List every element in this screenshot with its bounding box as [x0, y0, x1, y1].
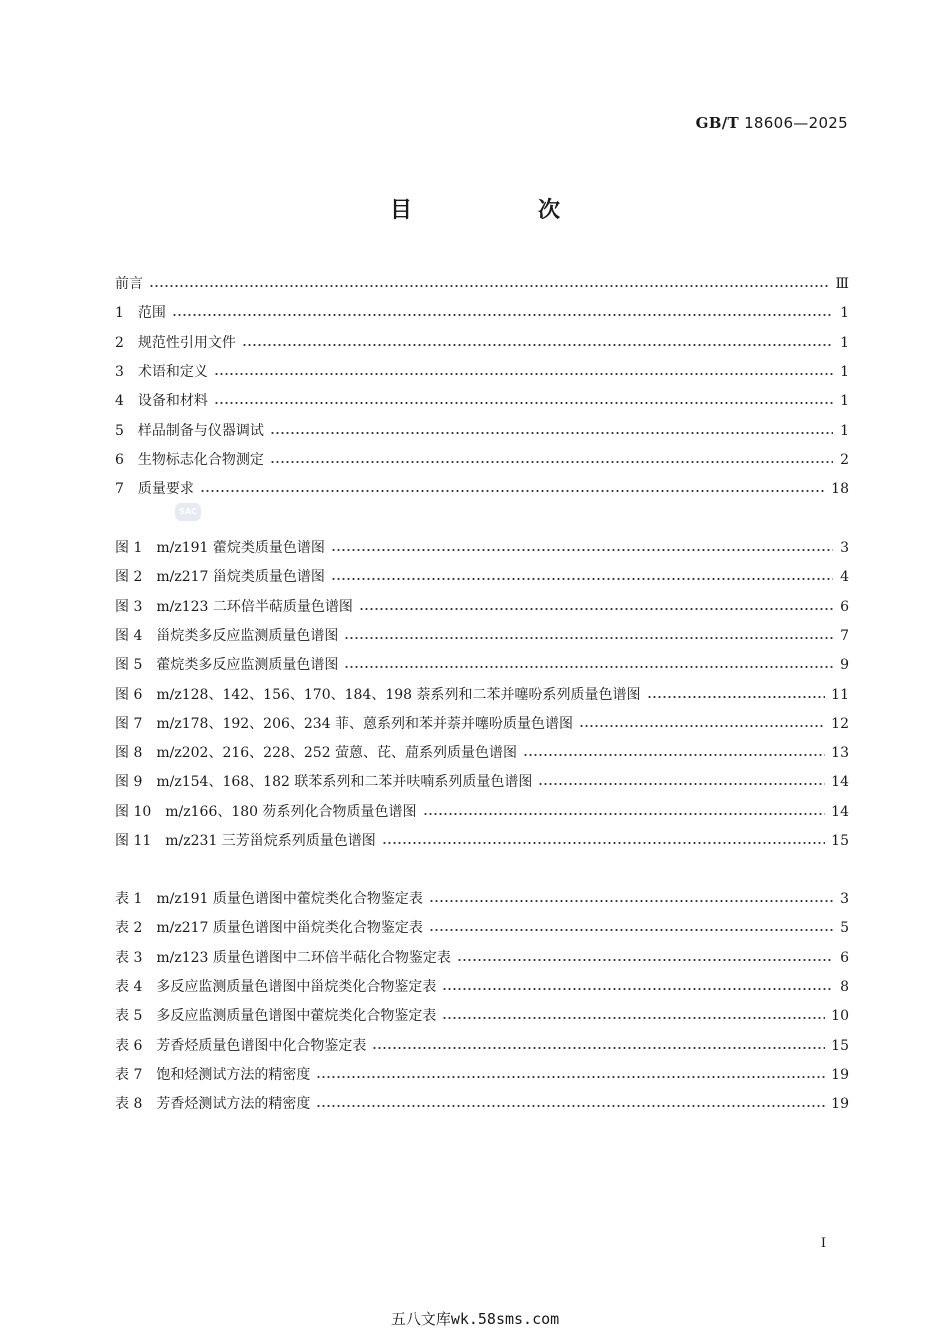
toc-entry-page: 9: [840, 657, 849, 674]
toc-entry-label: 图 2 m/z217 甾烷类质量色谱图: [115, 569, 325, 586]
dot-leader: [270, 459, 833, 465]
toc-entry[interactable]: [115, 333, 849, 353]
dot-leader: [372, 1045, 825, 1051]
toc-entry[interactable]: [115, 918, 849, 938]
toc-entry-label: 7 质量要求: [115, 481, 194, 498]
dot-leader: [442, 1015, 825, 1021]
toc-entry-page: 1: [840, 334, 849, 351]
toc-entry[interactable]: [115, 889, 849, 909]
dot-leader: [423, 811, 826, 817]
toc-entry-page: 8: [840, 978, 849, 995]
toc-entry-page: 19: [831, 1066, 849, 1083]
toc-entry-page: 1: [840, 393, 849, 410]
toc-entry-page: 10: [831, 1008, 849, 1025]
toc-entry[interactable]: [115, 362, 849, 382]
toc-entry-label: 表 4 多反应监测质量色谱图中甾烷类化合物鉴定表: [115, 978, 437, 995]
dot-leader: [523, 752, 825, 758]
toc-entry-page: 1: [840, 422, 849, 439]
toc-entry-label: 图 8 m/z202、216、228、252 萤蒽、芘、䓛系列质量色谱图: [115, 745, 518, 762]
toc-entry[interactable]: [115, 626, 849, 646]
toc-entry-page: 11: [831, 686, 849, 703]
page-folio: Ⅰ: [820, 1236, 826, 1251]
toc-entry[interactable]: [115, 743, 849, 763]
toc-entry[interactable]: [115, 655, 849, 675]
dot-leader: [316, 1074, 825, 1080]
dot-leader: [214, 371, 833, 377]
toc-entry-page: 1: [840, 305, 849, 322]
standard-code: 18606—2025: [744, 114, 848, 132]
dot-leader: [538, 781, 825, 787]
dot-leader: [647, 694, 826, 700]
toc-entry[interactable]: [115, 421, 849, 441]
toc-entry-page: 14: [831, 774, 849, 791]
dot-leader: [331, 576, 833, 582]
toc-entry-label: 表 1 m/z191 质量色谱图中藿烷类化合物鉴定表: [115, 891, 423, 907]
toc-entry-label: 表 2 m/z217 质量色谱图中甾烷类化合物鉴定表: [115, 920, 423, 937]
toc-entry[interactable]: [115, 1006, 849, 1026]
toc-entry-page: 3: [840, 891, 849, 907]
toc-entry[interactable]: [115, 831, 849, 851]
toc-entry[interactable]: [115, 479, 849, 499]
dot-leader: [149, 283, 829, 289]
toc-entry-label: 图 6 m/z128、142、156、170、184、198 萘系列和二苯并噻吩系列质量色谱图: [115, 686, 641, 703]
toc-entry[interactable]: [115, 303, 849, 323]
toc-entry-label: 5 样品制备与仪器调试: [115, 422, 264, 439]
dot-leader: [242, 342, 833, 348]
toc-entry-label: 表 6 芳香烃质量色谱图中化合物鉴定表: [115, 1037, 367, 1054]
dot-leader: [270, 430, 833, 436]
toc-entry[interactable]: [115, 567, 849, 587]
toc-entry[interactable]: [115, 802, 849, 822]
toc-entry-page: 18: [831, 481, 849, 498]
toc-entry-label: 图 5 藿烷类多反应监测质量色谱图: [115, 657, 339, 674]
toc-entry[interactable]: [115, 391, 849, 411]
dot-leader: [316, 1103, 825, 1109]
toc-entry-page: 15: [831, 833, 849, 849]
toc-entry-label: 图 7 m/z178、192、206、234 菲、蒽系列和苯并萘并噻吩质量色谱图: [115, 715, 574, 732]
toc-entry-label: 1 范围: [115, 305, 166, 322]
dot-leader: [429, 898, 833, 904]
toc-entry-page: 3: [840, 540, 849, 556]
toc-entry[interactable]: [115, 597, 849, 617]
dot-leader: [359, 606, 833, 612]
dot-leader: [214, 400, 833, 406]
sac-watermark-logo: SAC: [175, 503, 201, 521]
toc-entry-label: 表 5 多反应监测质量色谱图中藿烷类化合物鉴定表: [115, 1008, 437, 1025]
toc-entry-label: 前言: [115, 276, 143, 292]
toc-entry-label: 图 1 m/z191 藿烷类质量色谱图: [115, 540, 325, 556]
toc-entry-page: 7: [840, 627, 849, 644]
toc-entry-page: 6: [840, 598, 849, 615]
toc-entry-label: 3 术语和定义: [115, 363, 208, 380]
toc-entry[interactable]: [115, 450, 849, 470]
toc-entry[interactable]: [115, 772, 849, 792]
dot-leader: [442, 986, 833, 992]
toc-entry-page: 4: [840, 569, 849, 586]
toc-entry[interactable]: [115, 1036, 849, 1056]
toc-entry[interactable]: [115, 274, 849, 294]
toc-entry-label: 图 4 甾烷类多反应监测质量色谱图: [115, 627, 339, 644]
toc-entry-page: 12: [831, 715, 849, 732]
toc-entry-page: 15: [831, 1037, 849, 1054]
dot-leader: [457, 957, 833, 963]
toc-entry-label: 4 设备和材料: [115, 393, 208, 410]
toc-entry-page: 19: [831, 1096, 849, 1113]
toc-entry-label: 表 8 芳香烃测试方法的精密度: [115, 1096, 311, 1113]
toc-entry[interactable]: [115, 538, 849, 558]
toc-entry[interactable]: [115, 977, 849, 997]
dot-leader: [344, 635, 833, 641]
toc-entry[interactable]: [115, 1094, 849, 1114]
toc-entry[interactable]: [115, 685, 849, 705]
dot-leader: [172, 312, 833, 318]
footer-watermark-text: 五八文库wk.58sms.com: [390, 1310, 560, 1328]
toc-entry-page: 13: [831, 745, 849, 762]
toc-entry-label: 图 11 m/z231 三芳甾烷系列质量色谱图: [115, 833, 376, 849]
dot-leader: [579, 723, 825, 729]
dot-leader: [382, 840, 825, 846]
toc-entry-page: 14: [831, 803, 849, 820]
toc-entry[interactable]: [115, 1065, 849, 1085]
toc-entry-page: 1: [840, 363, 849, 380]
toc-entry-page: 2: [840, 451, 849, 468]
toc-entry-page: Ⅲ: [835, 276, 849, 292]
toc-entry-page: 6: [840, 949, 849, 966]
dot-leader: [344, 664, 833, 670]
toc-entry-page: 5: [840, 920, 849, 937]
toc-entry[interactable]: [115, 714, 849, 734]
dot-leader: [200, 488, 825, 494]
dot-leader: [331, 547, 833, 553]
toc-entry[interactable]: [115, 948, 849, 968]
toc-entry-label: 表 3 m/z123 质量色谱图中二环倍半萜化合物鉴定表: [115, 949, 451, 966]
toc-entry-label: 图 3 m/z123 二环倍半萜质量色谱图: [115, 598, 353, 615]
toc-entry-label: 图 9 m/z154、168、182 联苯系列和二苯并呋喃系列质量色谱图: [115, 774, 533, 791]
standard-prefix: GB/T: [695, 114, 740, 132]
toc-entry-label: 6 生物标志化合物测定: [115, 451, 264, 468]
toc-entry-label: 2 规范性引用文件: [115, 334, 236, 351]
toc-entry-label: 图 10 m/z166、180 芴系列化合物质量色谱图: [115, 803, 417, 820]
page-title: 目 次: [389, 198, 612, 223]
dot-leader: [429, 927, 833, 933]
toc-entry-label: 表 7 饱和烃测试方法的精密度: [115, 1066, 311, 1083]
standard-number: [696, 114, 848, 132]
